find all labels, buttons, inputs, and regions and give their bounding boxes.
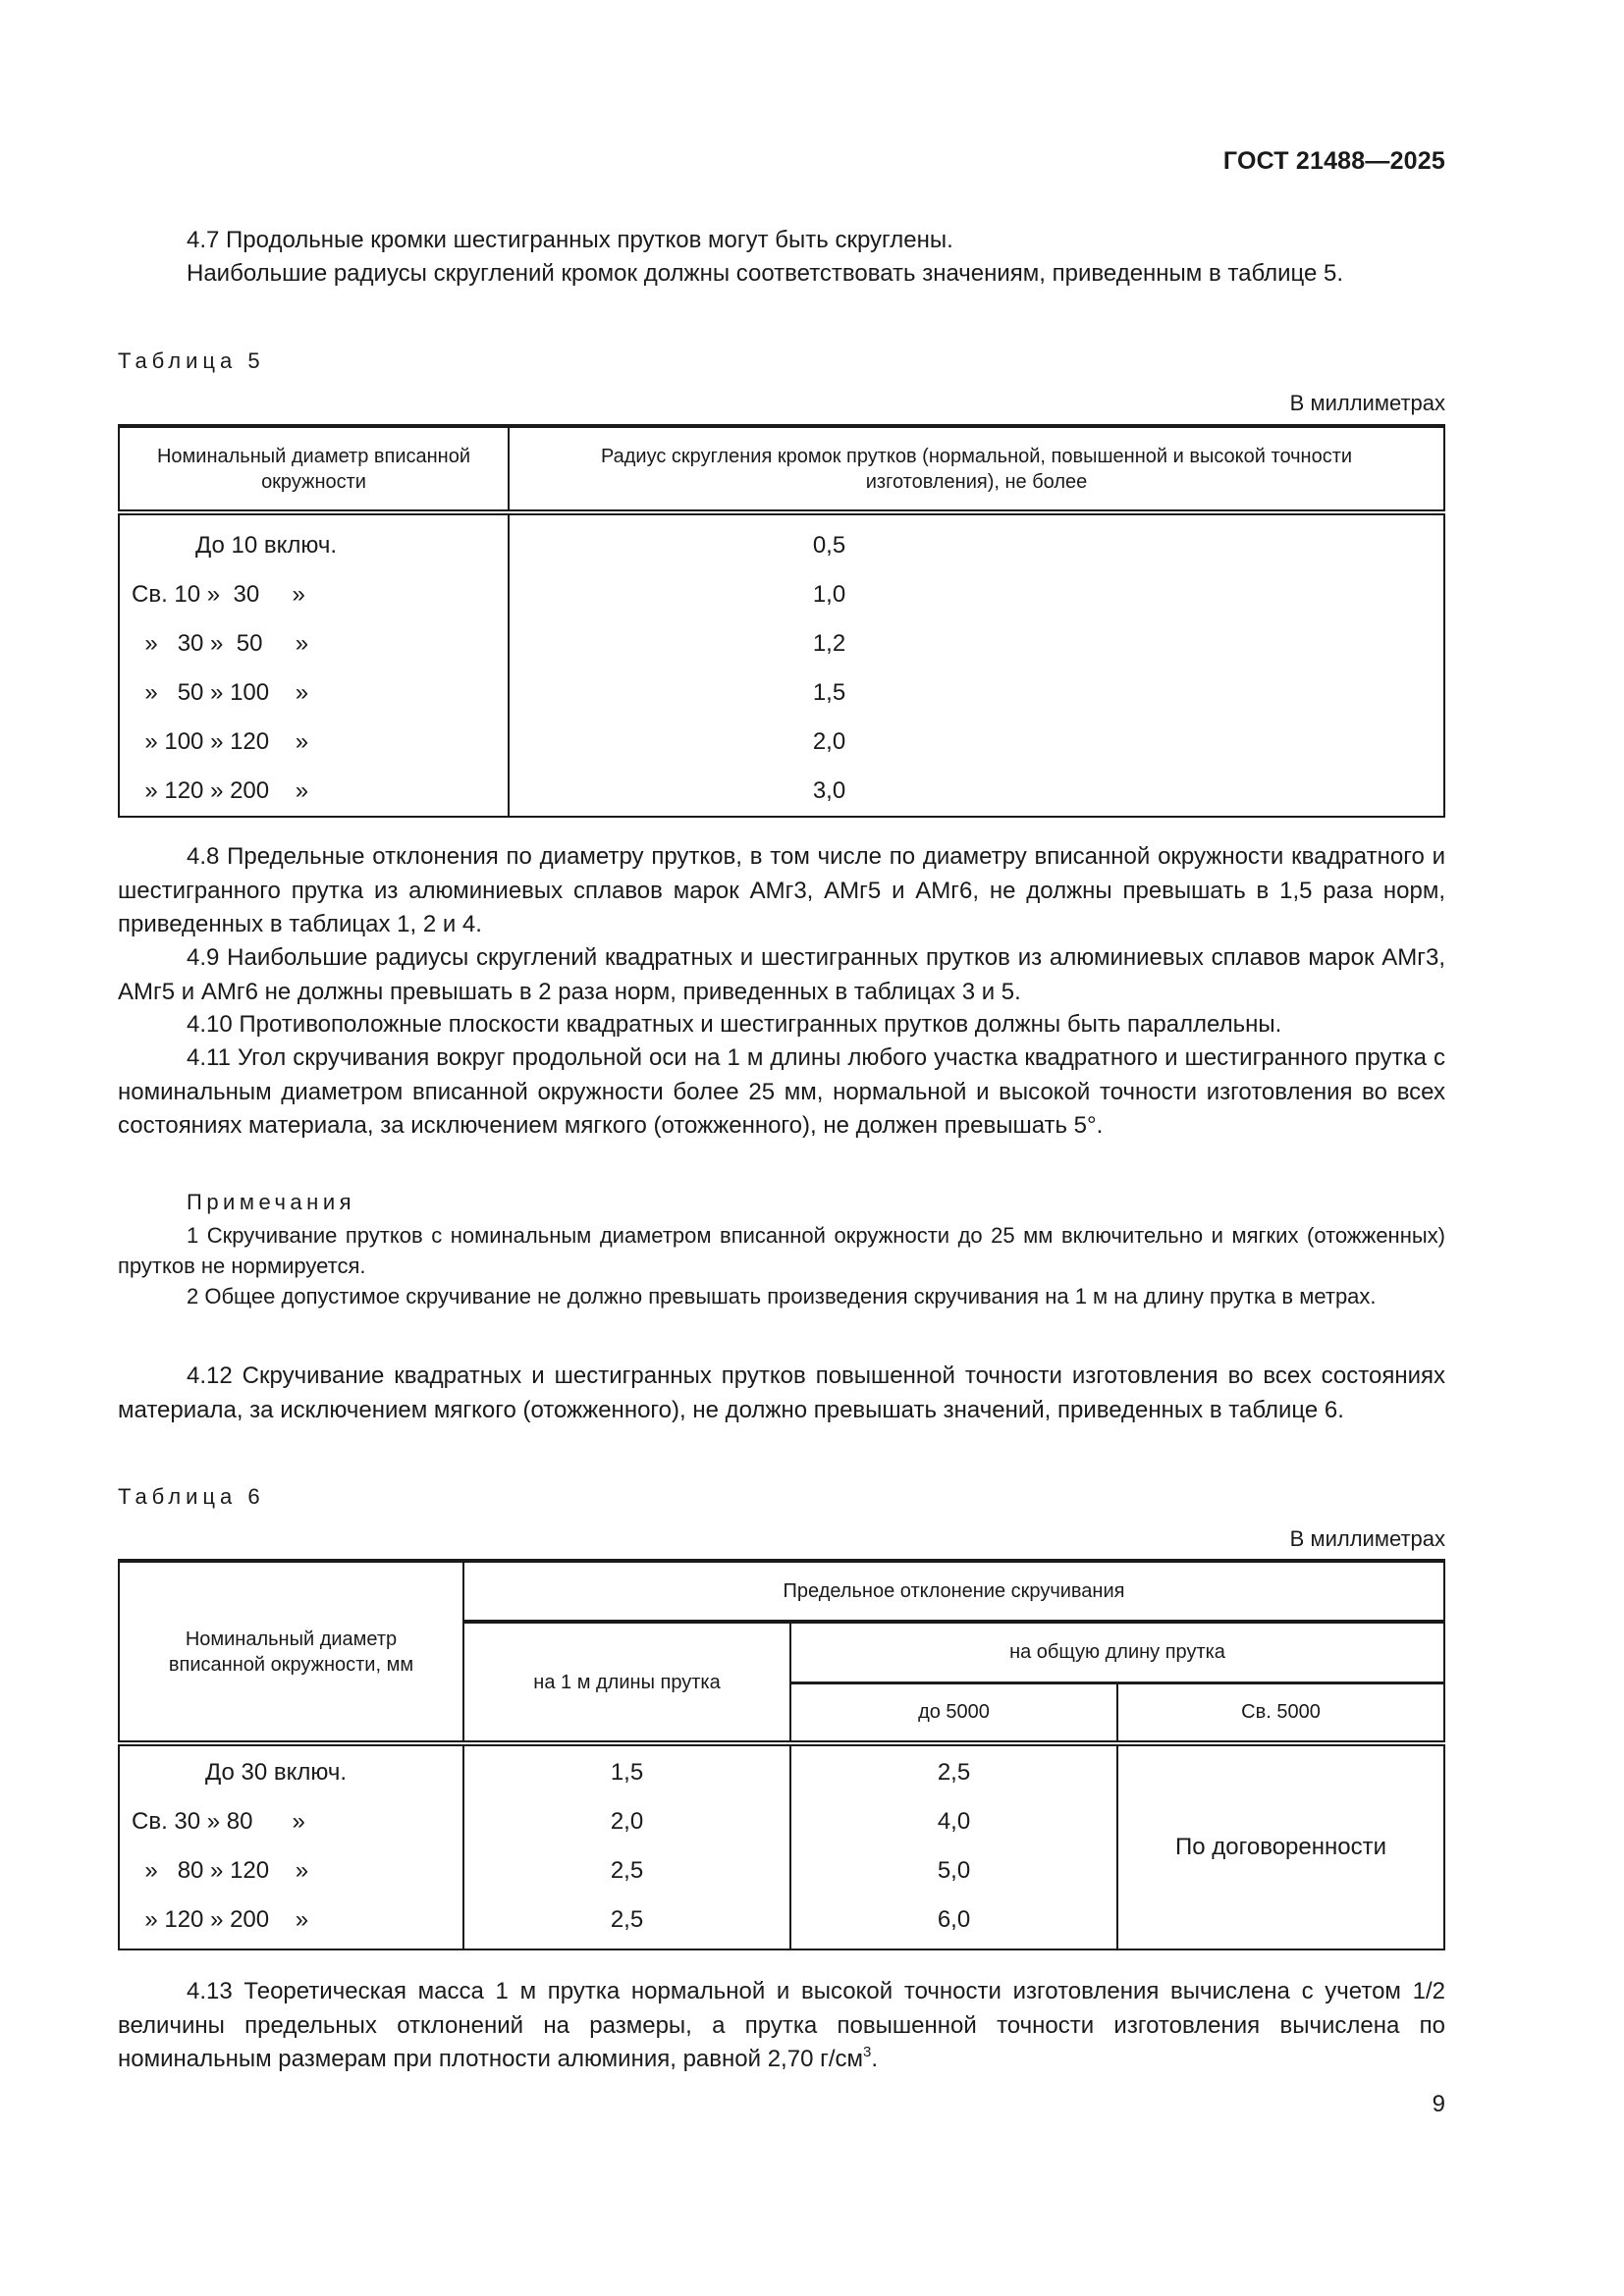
table-5 [118,424,1445,818]
table-cell: Св. 30 » 80 » [132,1808,305,1835]
header-text: Номинальный диаметр вписанной окружности, мм [168,1628,414,1676]
clause-4-13-tail: . [871,2046,879,2072]
page-number: 9 [1432,2091,1445,2117]
table5-units: В миллиметрах [1289,391,1445,415]
table6-units: В миллиметрах [1289,1526,1445,1551]
table-cell: » 120 » 200 » [132,1906,309,1933]
clause-4-13 [118,1975,1445,2077]
table-cell: » 50 » 100 » [132,679,309,706]
table-cell: 1,0 [812,581,846,608]
table-cell: 0,5 [812,532,846,559]
table5-header-radius [509,426,1444,512]
table-cell: 2,0 [610,1808,644,1835]
table-cell: 2,5 [610,1857,644,1884]
document-id-header: ГОСТ 21488—2025 [1222,147,1445,175]
table6-header-group: Предельное отклонение скручивания [463,1561,1444,1622]
table-cell: 4,0 [937,1808,971,1835]
clause-4-7-line1: 4.7 Продольные кромки шестигранных прутков могут быть скруглены. [187,227,953,253]
table-cell: 3,0 [812,777,846,804]
table6-diameter-column [119,1743,463,1949]
table5-header-diameter [119,426,509,512]
table-cell: 1,5 [812,679,846,706]
table5-radius-column [509,512,1444,817]
table-cell: 6,0 [937,1906,971,1933]
table6-header-total-length: на общую длину прутка [790,1622,1444,1682]
table6-over-5000-value: По договоренности [1117,1743,1444,1949]
clause-4-9: 4.9 Наибольшие радиусы скруглений квадратных и шестигранных прутков из алюминиевых сплавов марок АМг3, АМг5 и АМг6 не должны превышать в 2 раза норм, приведенных в таблицах 3 и 5. [118,944,1445,1005]
table-cell: 1,2 [812,630,846,657]
table-cell: Св. 10 » 30 » [132,581,305,608]
table-6 [118,1559,1445,1950]
note-2: 2 Общее допустимое скручивание не должно превышать произведения скручивания на 1 м на длину прутка в метрах. [187,1284,1377,1308]
table5-diameter-column [119,512,509,817]
notes-title: Примечания [187,1190,356,1214]
superscript: 3 [863,2044,872,2060]
header-text: Радиус скругления кромок прутков (нормальной, повышенной и высокой точности изготовления), не более [600,445,1353,493]
header-text: Номинальный диаметр вписанной окружности [156,445,471,493]
table6-up-to-5000-column [790,1743,1117,1949]
table-cell: До 10 включ. [195,532,338,559]
table-cell: » 100 » 120 » [132,728,309,755]
clause-4-13-text: 4.13 Теоретическая масса 1 м прутка нормальной и высокой точности изготовления вычислена с учетом 1/2 величины предельных отклонений на размеры, а прутка повышенной точности изготовления вычислена по номинальным размерам при плотности алюминия, равной 2,70 г/см [118,1978,1445,2072]
table5-caption: Таблица 5 [118,348,265,373]
clause-4-10: 4.10 Противоположные плоскости квадратных и шестигранных прутков должны быть параллельны. [187,1011,1282,1038]
table-cell: » 120 » 200 » [132,777,309,804]
table-cell: » 30 » 50 » [132,630,309,657]
table6-caption: Таблица 6 [118,1484,265,1509]
table-cell: 2,5 [610,1906,644,1933]
clause-4-8: 4.8 Предельные отклонения по диаметру прутков, в том числе по диаметру вписанной окружности квадратного и шестигранного прутка из алюминиевых сплавов марок АМг3, АМг5 и АМг6, не должны превышать в 1,5 раза норм, приведенных в таблицах 1, 2 и 4. [118,843,1445,937]
table-cell: 5,0 [937,1857,971,1884]
clause-4-7-line2: Наибольшие радиусы скруглений кромок должны соответствовать значениям, приведенным в таблице 5. [187,260,1344,287]
table6-header-up-to-5000: до 5000 [790,1682,1117,1743]
clause-4-12: 4.12 Скручивание квадратных и шестигранных прутков повышенной точности изготовления во всех состояниях материала, за исключением мягкого (отожженного), не должно превышать значений, приведенных в таблице 6. [118,1362,1445,1423]
note-1: 1 Скручивание прутков с номинальным диаметром вписанной окружности до 25 мм включительно и мягких (отожженных) прутков не нормируется. [118,1223,1445,1278]
table6-header-diameter [119,1561,463,1743]
table-cell: » 80 » 120 » [132,1857,309,1884]
table6-header-per-meter: на 1 м длины прутка [463,1622,790,1743]
table6-header-over-5000: Св. 5000 [1117,1682,1444,1743]
clause-4-11: 4.11 Угол скручивания вокруг продольной оси на 1 м длины любого участка квадратного и шестигранного прутка с номинальным диаметром вписанной окружности более 25 мм, нормальной и высокой точности изготовления во всех состояниях материала, за исключением мягкого (отожженного), не должен превышать 5°. [118,1044,1445,1139]
table-cell: 2,5 [937,1759,971,1786]
table-cell: До 30 включ. [205,1759,348,1786]
table6-per-meter-column [463,1743,790,1949]
table-cell: 1,5 [610,1759,644,1786]
table-cell: 2,0 [812,728,846,755]
